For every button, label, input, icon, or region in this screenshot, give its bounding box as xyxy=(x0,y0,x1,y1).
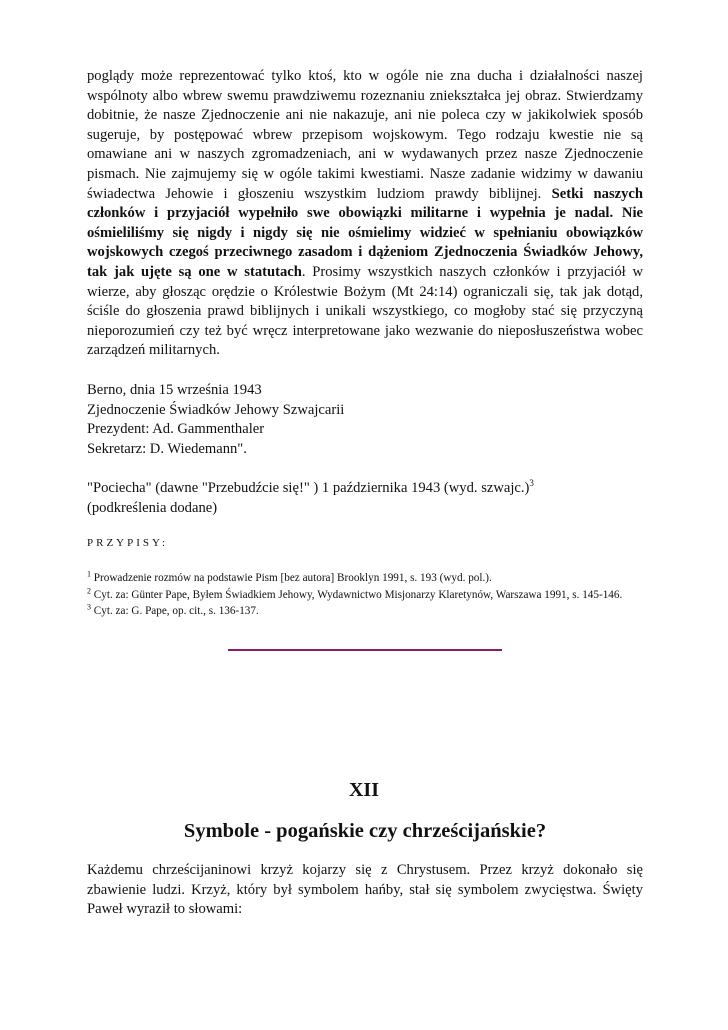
footnote-item: $^3$ Cyt. za: G. Pape, op. cit., s. 136-137. xyxy=(87,602,259,618)
signature-block xyxy=(87,381,643,459)
signature-org: Zjednoczenie Świadków Jehowy Szwajcarii xyxy=(87,401,345,418)
body-paragraph xyxy=(87,67,643,361)
signature-secretary: Sekretarz: D. Wiedemann". xyxy=(87,440,247,457)
chapter-title: Symbole - pogańskie czy chrześcijańskie? xyxy=(183,820,547,842)
footnote-item: $^1$ Prowadzenie rozmów na podstawie Pism [bez autora] Brooklyn 1991, s. 193 (wyd. pol.). xyxy=(87,569,492,585)
source-citation xyxy=(87,479,643,518)
paragraph-text-end: . Prosimy wszystkich naszych członków i przyjaciół w wierze, aby głosząc orędzie o Królestwie Bożym (Mt 24:14) ograniczali się, tak jak dotąd, ściśle do głoszenia prawd biblijnych i unikali wszystkiego, co mogłoby stać się przyczyną nieporozumień czy też być wręcz interpretowane jako wezwanie do nieposłuszeństwa wobec zarządzeń militarnych. xyxy=(87,263,643,359)
signature-president: Prezydent: Ad. Gammenthaler xyxy=(87,421,265,438)
chapter-intro: Każdemu chrześcijaninowi krzyż kojarzy się z Chrystusem. Przez krzyż dokonało się zbawienie ludzi. Krzyż, który był symbolem hańby, stał się symbolem zwycięstwa. Święty Paweł wyraził to słowami: xyxy=(87,862,643,918)
section-divider xyxy=(228,649,502,651)
footnote-item: $^2$ Cyt. za: Günter Pape, Byłem Świadkiem Jehowy, Wydawnictwo Misjonarzy Klaretynów, Warszawa 1991, s. 145-146. xyxy=(87,586,623,601)
chapter-number: XII xyxy=(348,779,379,801)
emphasized-text: Setki naszych członków i przyjaciół wypełniło swe obowiązki militarne i wypełnia je nadal. Nie ośmieliliśmy się nigdy i nigdy się nie ośmielimy widzieć w spełnianiu obowiązków wojskowych czegoś przeciwnego zasadom i dążeniom Zjednoczenia Świadków Jehowy, tak jak ujęte są one w statutach xyxy=(87,185,644,280)
signature-date: Berno, dnia 15 września 1943 xyxy=(87,381,262,398)
footnotes-list xyxy=(87,570,643,620)
source-note: (podkreślenia dodane) xyxy=(87,499,218,516)
document-page xyxy=(87,67,643,620)
source-line: "Pociecha" (dawne "Przebudźcie się!" ) 1 października 1943 (wyd. szwajc.) xyxy=(87,480,530,497)
source-footnote-ref: 3 xyxy=(529,478,534,489)
footnotes-heading: PRZYPISY: xyxy=(87,537,169,550)
paragraph-text: poglądy może reprezentować tylko ktoś, kto w ogóle nie zna ducha i działalności naszej wspólnoty albo wbrew swemu prawdziwemu rozeznaniu zniekształca jej obraz. Stwierdzamy dobitnie, że nasze Zjednoczenie ani nie nakazuje, ani nie poleca czy w jakikolwiek sposób sugeruje, by postępować wbrew przepisom wojskowym. Tego rodzaju kwestie nie są omawiane ani w naszych zgromadzeniach, ani w wydawanych przez nasze Zjednoczenie pismach. Nie zajmujemy się w ogóle takimi kwestiami. Nasze zadanie widzimy w dawaniu świadectwa Jehowie i głoszeniu wszystkim ludziom prawdy biblijnej. xyxy=(87,68,643,202)
